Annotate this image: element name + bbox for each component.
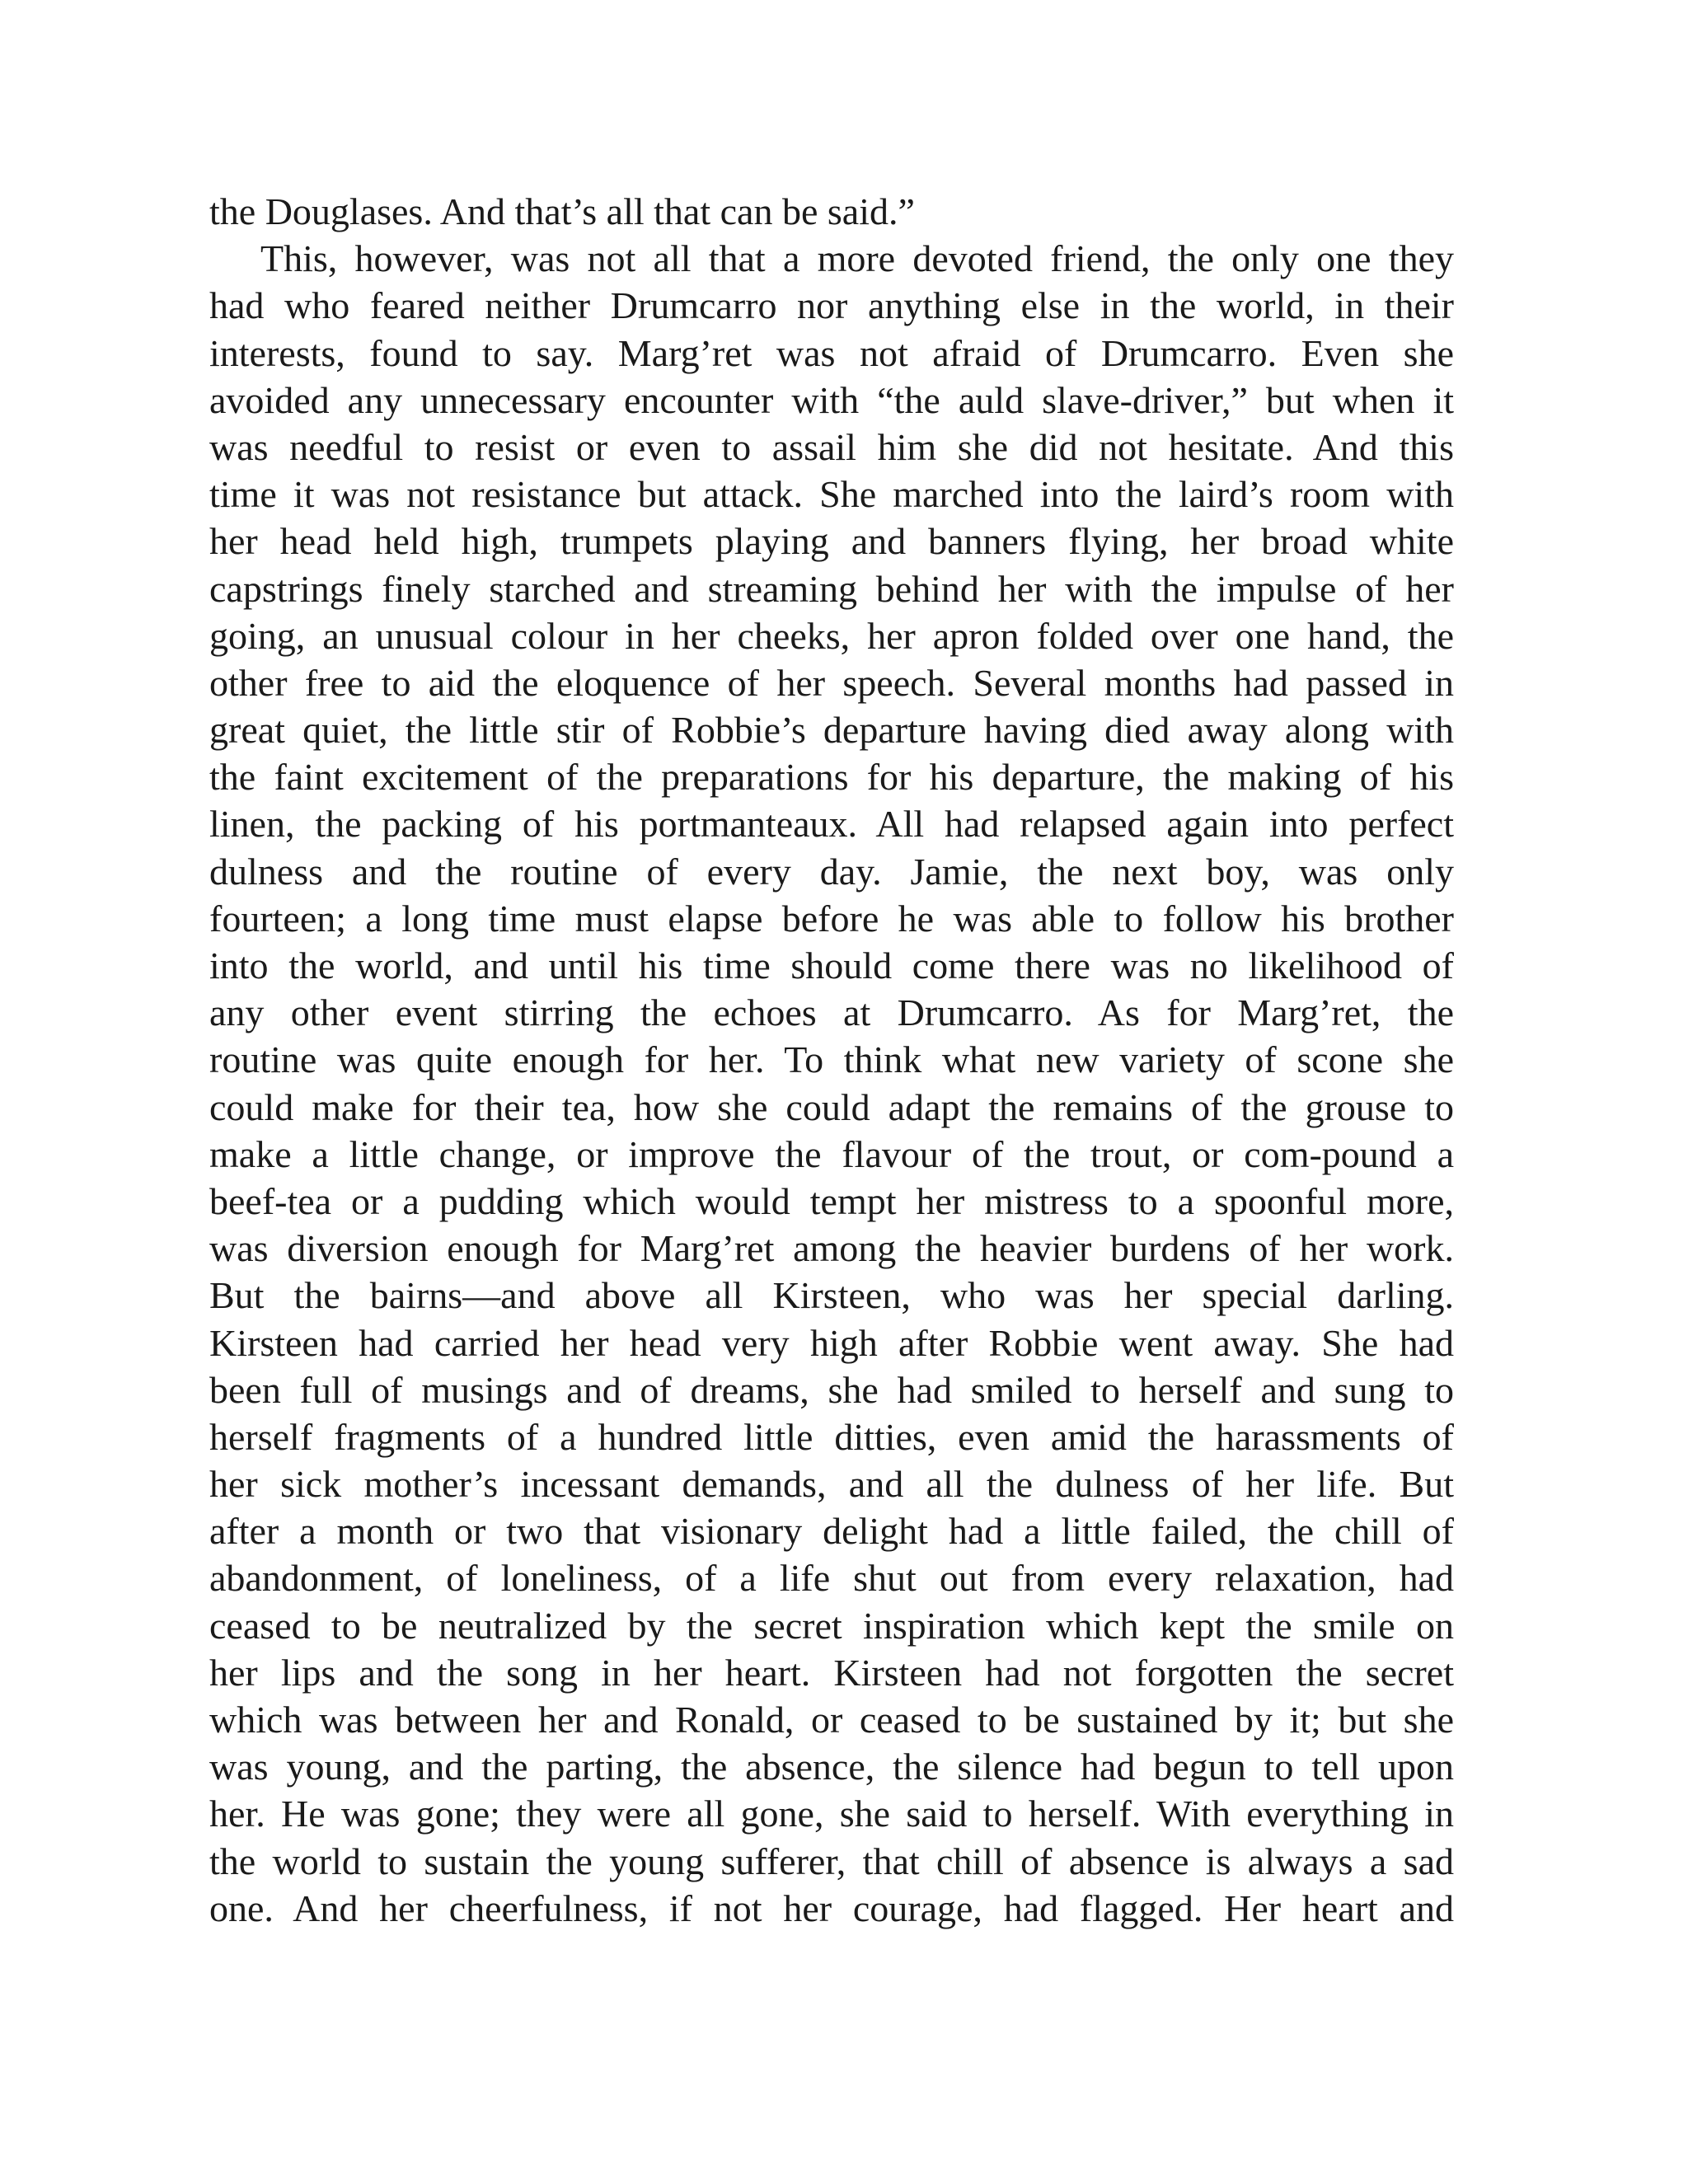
text-line: was young, and the parting, the absence, the silence had begun to tell upon [209, 1746, 1454, 1788]
text-line: other free to aid the eloquence of her speech. Several months had passed in [209, 661, 1454, 704]
text-line: was diversion enough for Marg’ret among the heavier burdens of her work. [209, 1227, 1454, 1270]
paragraph-first-line: This, however, was not all that a more devoted friend, the only one they [260, 237, 1454, 280]
text-line: time it was not resistance but attack. She marched into the laird’s room with [209, 473, 1454, 516]
text-line: her. He was gone; they were all gone, she said to herself. With everything in [209, 1793, 1454, 1835]
text-line: going, an unusual colour in her cheeks, her apron folded over one hand, the [209, 614, 1454, 657]
text-line: after a month or two that visionary delight had a little failed, the chill of [209, 1510, 1454, 1553]
text-line: great quiet, the little stir of Robbie’s departure having died away along with [209, 709, 1454, 752]
text-line: been full of musings and of dreams, she had smiled to herself and sung to [209, 1368, 1454, 1411]
text-line: the Douglases. And that’s all that can be said.” [209, 190, 915, 232]
text-line: the faint excitement of the preparations for his departure, the making of his [209, 756, 1454, 799]
text-line: into the world, and until his time should come there was no likelihood of [209, 944, 1454, 987]
text-line: one. And her cheerfulness, if not her courage, had flagged. Her heart and [209, 1886, 1454, 1929]
text-line: her lips and the song in her heart. Kirsteen had not forgotten the secret [209, 1651, 1454, 1694]
text-line: routine was quite enough for her. To think what new variety of scone she [209, 1038, 1454, 1081]
text-line: her head held high, trumpets playing and banners flying, her broad white [209, 520, 1454, 563]
text-line: fourteen; a long time must elapse before he was able to follow his brother [209, 897, 1454, 940]
text-line: linen, the packing of his portmanteaux. All had relapsed again into perfect [209, 803, 1454, 846]
text-line: abandonment, of loneliness, of a life shut out from every relaxation, had [209, 1557, 1454, 1600]
text-line: capstrings finely starched and streaming behind her with the impulse of her [209, 567, 1454, 610]
text-line: could make for their tea, how she could adapt the remains of the grouse to [209, 1085, 1454, 1128]
text-line: any other event stirring the echoes at Drumcarro. As for Marg’ret, the [209, 991, 1454, 1034]
text-line: interests, found to say. Marg’ret was not afraid of Drumcarro. Even she [209, 331, 1454, 374]
text-line: beef-tea or a pudding which would tempt her mistress to a spoonful more, [209, 1179, 1454, 1222]
text-line: ceased to be neutralized by the secret inspiration which kept the smile on [209, 1604, 1454, 1647]
book-page-text [209, 188, 1454, 1932]
text-line: the world to sustain the young sufferer, that chill of absence is always a sad [209, 1840, 1454, 1882]
text-line: make a little change, or improve the flavour of the trout, or com-pound a [209, 1132, 1454, 1175]
text-line: Kirsteen had carried her head very high after Robbie went away. She had [209, 1321, 1454, 1364]
text-line: her sick mother’s incessant demands, and all the dulness of her life. But [209, 1463, 1454, 1506]
text-line: herself fragments of a hundred little ditties, even amid the harassments of [209, 1415, 1454, 1458]
text-line: avoided any unnecessary encounter with “the auld slave-driver,” but when it [209, 378, 1454, 421]
text-line: But the bairns—and above all Kirsteen, who was her special darling. [209, 1274, 1454, 1317]
text-line: had who feared neither Drumcarro nor anything else in the world, in their [209, 284, 1454, 327]
text-line: which was between her and Ronald, or ceased to be sustained by it; but she [209, 1699, 1454, 1741]
text-line: dulness and the routine of every day. Jamie, the next boy, was only [209, 850, 1454, 893]
text-line: was needful to resist or even to assail him she did not hesitate. And this [209, 425, 1454, 468]
